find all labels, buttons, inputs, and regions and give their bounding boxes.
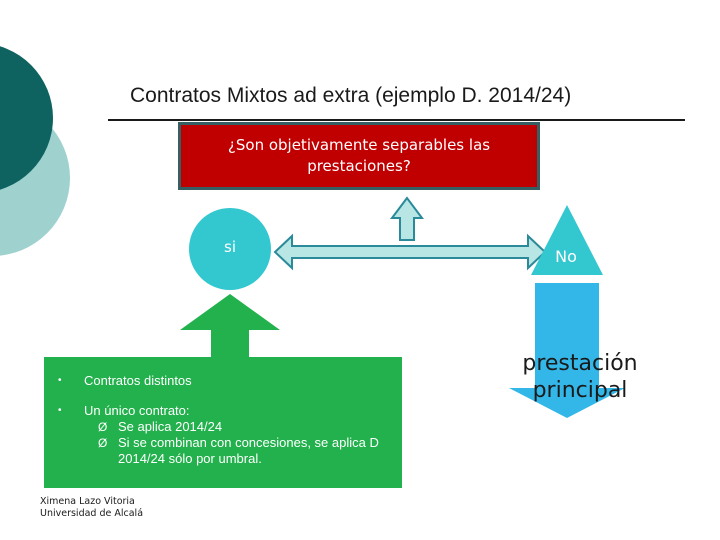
bullet-item: [58, 403, 398, 467]
yes-up-arrow: [180, 294, 280, 357]
no-label: No: [555, 247, 577, 266]
bullet-text: Un único contrato:: [84, 403, 190, 418]
author-affiliation: Universidad de Alcalá: [40, 508, 144, 519]
bullet-marker: •: [58, 405, 62, 416]
sub-bullet-text: Si se combinan con concesiones, se aplica D 2014/24 sólo por umbral.: [118, 435, 379, 466]
yes-label: si: [224, 238, 236, 256]
up-arrow-to-question: [392, 198, 422, 240]
bullet-marker: •: [58, 375, 62, 386]
sub-bullet-marker: Ø: [98, 436, 108, 450]
sub-bullet-marker: Ø: [98, 420, 108, 434]
author-name: Ximena Lazo Vitoria: [40, 496, 135, 507]
question-box: ¿Son objetivamente separables las prestaciones?: [178, 122, 540, 190]
yes-bullet-list: [58, 373, 398, 467]
bullet-text: Contratos distintos: [84, 373, 192, 388]
no-result-text: prestación principal: [522, 351, 638, 403]
sub-bullet-item: [84, 419, 398, 435]
author-credit: [40, 496, 143, 520]
slide-title: Contratos Mixtos ad extra (ejemplo D. 2014/24): [130, 84, 572, 107]
bullet-item: [58, 373, 398, 389]
sub-bullet-item: [84, 435, 398, 467]
sub-bullet-text: Se aplica 2014/24: [118, 419, 223, 434]
